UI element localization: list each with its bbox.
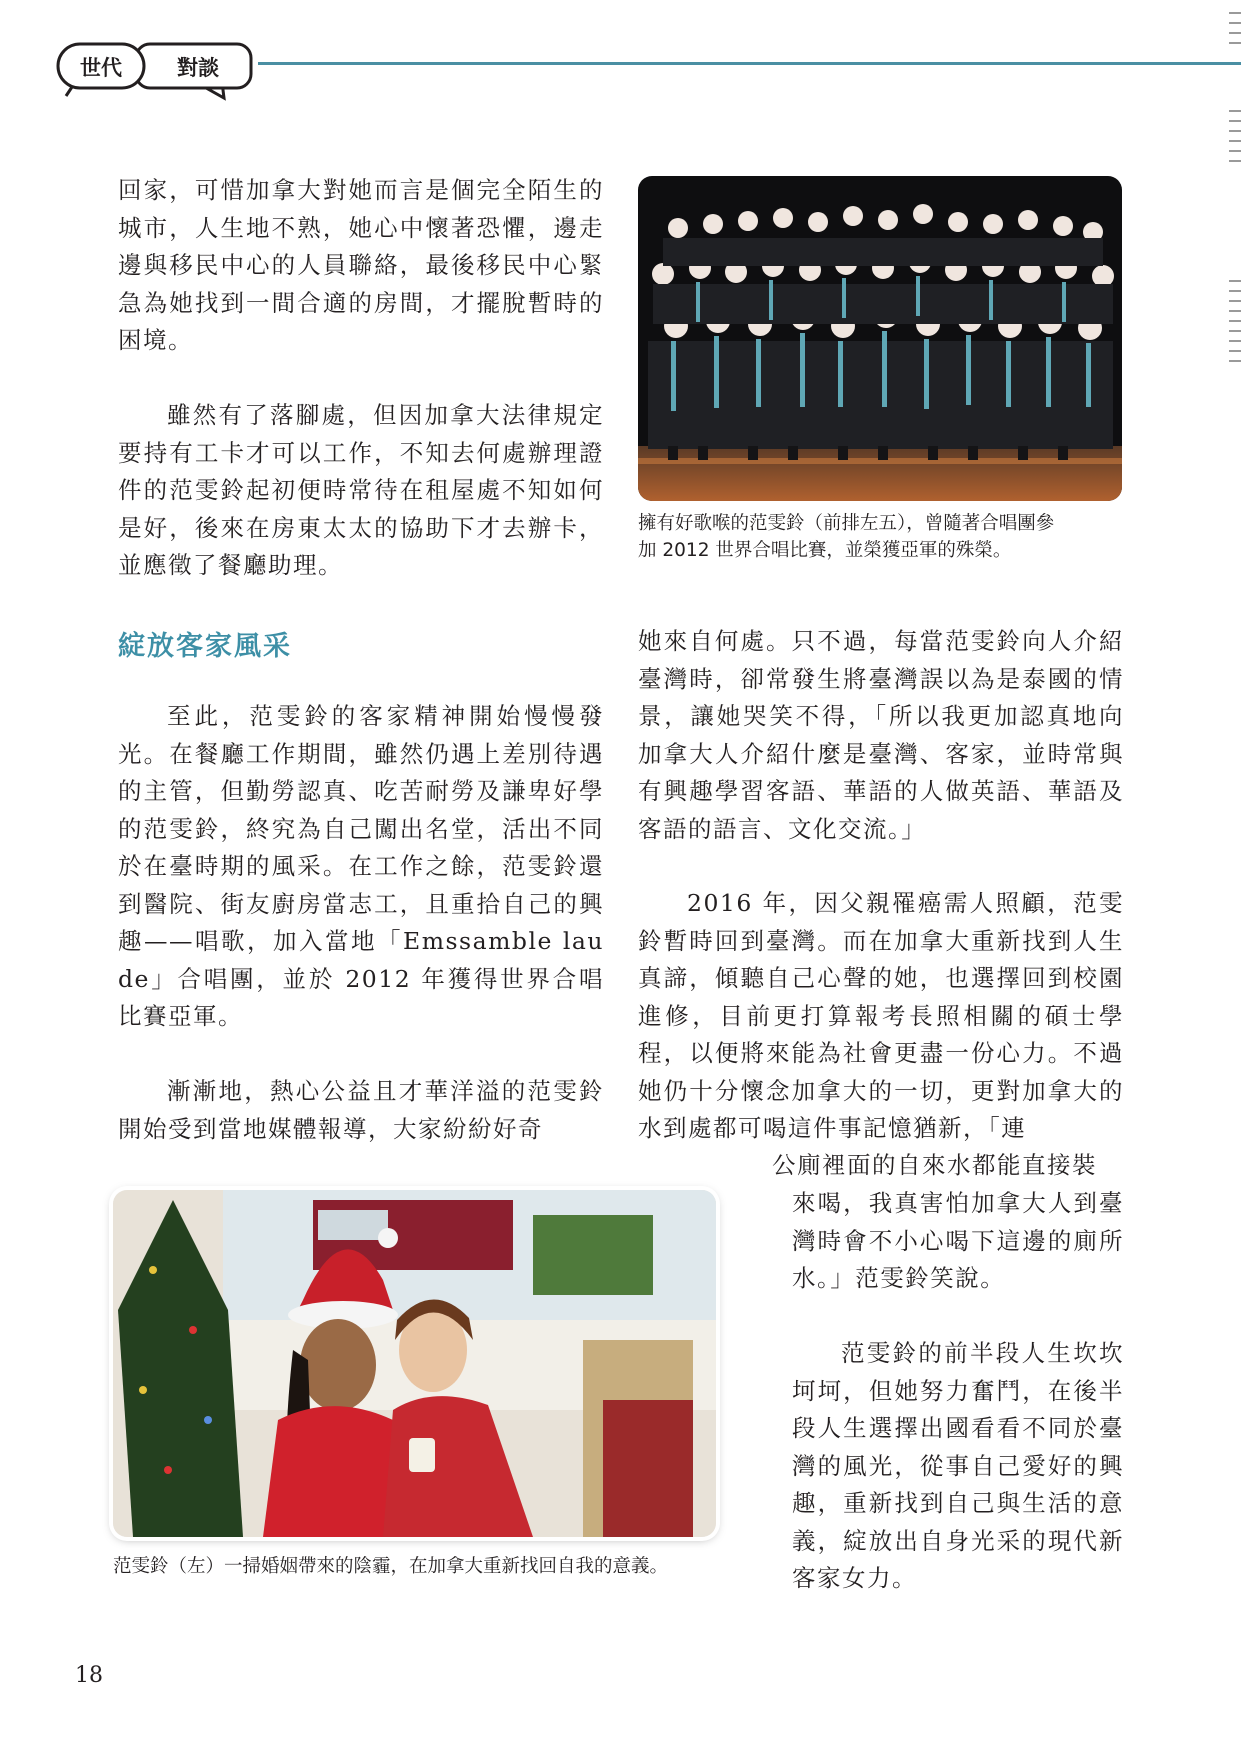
section-title: 綻放客家風采 xyxy=(118,631,292,662)
paragraph-6-wrap-continued: 來喝，我真害怕加拿大人到臺灣時會不小心喝下這邊的廁所水。」范雯鈴笑說。 xyxy=(792,1189,1124,1292)
christmas-photo-caption: 范雯鈴（左）一掃婚姻帶來的陰霾，在加拿大重新找回自我的意義。 xyxy=(113,1556,669,1577)
edge-mark xyxy=(1229,130,1241,132)
paragraph-4: 漸漸地，熱心公益且才華洋溢的范雯鈴開始受到當地媒體報導，大家紛紛好奇 xyxy=(118,1077,604,1143)
edge-mark xyxy=(1229,330,1241,332)
edge-mark xyxy=(1229,140,1241,142)
edge-mark xyxy=(1229,160,1241,162)
paragraph-3: 至此，范雯鈴的客家精神開始慢慢發光。在餐廳工作期間，雖然仍遇上差別待遇的主管，但勤勞認真、吃苦耐勞及謙卑好學的范雯鈴，終究為自己闖出名堂，活出不同於在臺時期的風采。在工作之餘，范雯鈴還到醫院、街友廚房當志工，且重拾自己的興趣——唱歌，加入當地「Emssamble laude」合唱團，並於 2012 年獲得世界合唱比賽亞軍。 xyxy=(118,702,604,1030)
edge-mark xyxy=(1229,360,1241,362)
logo-text-left: 世代 xyxy=(80,56,122,80)
choir-photo xyxy=(638,176,1122,501)
edge-mark xyxy=(1229,350,1241,352)
edge-mark xyxy=(1229,110,1241,112)
edge-mark xyxy=(1229,290,1241,292)
paragraph-6-wrap: 公廁裡面的自來水都能直接裝 xyxy=(772,1151,1097,1179)
paragraph-6: 2016 年，因父親罹癌需人照顧，范雯鈴暫時回到臺灣。而在加拿大重新找到人生真諦，傾聽自己心聲的她，也選擇回到校園進修，目前更打算報考長照相關的碩士學程，以便將來能為社會更盡一份心力。不過她仍十分懷念加拿大的一切，更對加拿大的水到處都可喝這件事記憶猶新，「連 xyxy=(638,889,1124,1142)
edge-mark xyxy=(1229,320,1241,322)
edge-mark xyxy=(1229,42,1241,44)
logo-text-right: 對談 xyxy=(177,56,219,80)
edge-mark xyxy=(1229,310,1241,312)
edge-mark xyxy=(1229,280,1241,282)
edge-mark xyxy=(1229,300,1241,302)
edge-mark xyxy=(1229,120,1241,122)
paragraph-7: 范雯鈴的前半段人生坎坎坷坷，但她努力奮鬥，在後半段人生選擇出國看看不同於臺灣的風光，從事自己愛好的興趣，重新找到自己與生活的意義，綻放出自身光采的現代新客家女力。 xyxy=(792,1339,1124,1592)
choir-photo-caption-line-2: 加 2012 世界合唱比賽，並榮獲亞軍的殊榮。 xyxy=(638,540,1012,561)
christmas-photo xyxy=(113,1190,716,1537)
header-rule xyxy=(258,62,1241,65)
edge-mark xyxy=(1229,12,1241,14)
paragraph-1: 回家，可惜加拿大對她而言是個完全陌生的城市，人生地不熟，她心中懷著恐懼，邊走邊與移民中心的人員聯絡，最後移民中心緊急為她找到一間合適的房間，才擺脫暫時的困境。 xyxy=(118,176,604,354)
choir-photo-caption-line-1: 擁有好歌喉的范雯鈴（前排左五），曾隨著合唱團參 xyxy=(638,513,1055,534)
edge-mark xyxy=(1229,150,1241,152)
paragraph-2: 雖然有了落腳處，但因加拿大法律規定要持有工卡才可以工作，不知去何處辦理證件的范雯鈴起初便時常待在租屋處不知如何是好，後來在房東太太的協助下才去辦卡，並應徵了餐廳助理。 xyxy=(118,401,604,579)
paragraph-5: 她來自何處。只不過，每當范雯鈴向人介紹臺灣時，卻常發生將臺灣誤以為是泰國的情景，讓她哭笑不得，「所以我更加認真地向加拿大人介紹什麼是臺灣、客家，並時常與有興趣學習客語、華語的人做英語、華語及客語的語言、文化交流。」 xyxy=(638,627,1124,843)
edge-mark xyxy=(1229,32,1241,34)
edge-mark xyxy=(1229,22,1241,24)
section-logo xyxy=(56,40,256,104)
page-number: 18 xyxy=(75,1663,103,1688)
edge-mark xyxy=(1229,340,1241,342)
